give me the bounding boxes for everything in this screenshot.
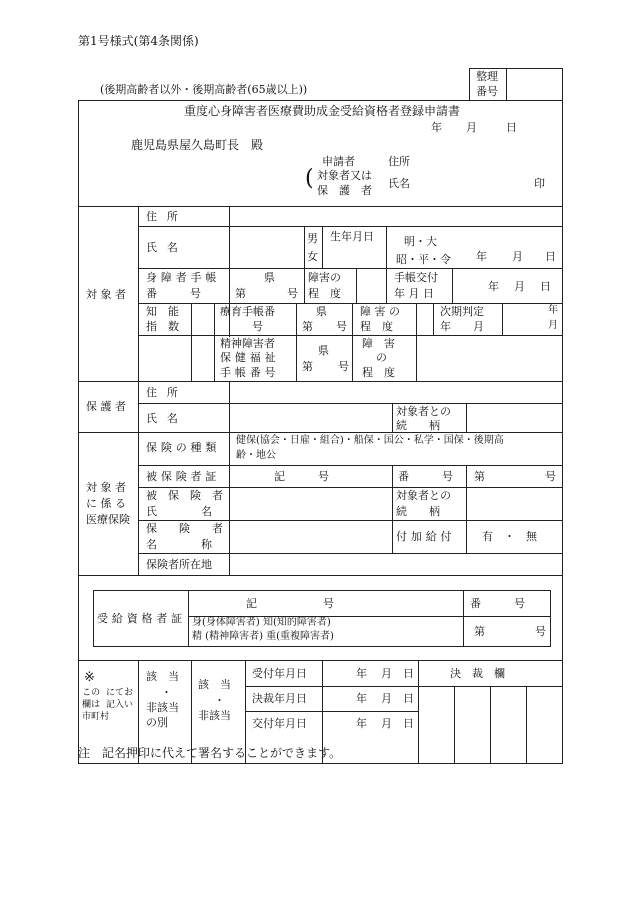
insured-name-2: 氏 名 [146, 505, 212, 518]
guardian-relationship-2: 続 柄 [396, 419, 440, 432]
bango-label: 番号 [476, 85, 498, 98]
date-month: 月 [466, 121, 477, 134]
subject-name-label: 氏名 [146, 241, 188, 254]
birth-year: 年 [476, 250, 487, 263]
shintai-pref: 県 [264, 271, 275, 284]
ryouiku-degree-1: 障 害 の [360, 305, 400, 318]
eligibility-code-2: 精 (精神障害者) 重(重複障害者) [192, 631, 334, 642]
delivered-year: 年 [356, 717, 367, 730]
insured-name-1: 被 保 険 者 [146, 489, 223, 502]
insurance-type-1: 健保(協会・日雇・組合)・船保・国公・私学・国保・後期高 [236, 435, 504, 446]
guardian-section-label: 保 護 者 [86, 400, 126, 413]
birthdate-label: 生年月日 [330, 230, 374, 243]
insurance-section-1: 対 象 者 [86, 481, 126, 494]
date-year: 年 [431, 121, 442, 134]
insurance-type-2: 齢・地公 [236, 450, 276, 461]
seishin-dai: 第 [302, 360, 313, 373]
ryouiku-degree-2: 程 度 [360, 320, 393, 333]
seishin-pref: 県 [318, 344, 329, 357]
guardian-relationship-1: 対象者との [396, 405, 451, 418]
seal-mark: 印 [534, 177, 545, 190]
birth-month: 月 [512, 250, 523, 263]
insurance-section-2: に 係 る [86, 497, 126, 510]
intelligence-1: 知 能 [146, 305, 179, 318]
applicant-name-label: 氏名 [388, 177, 410, 190]
decided-day: 日 [403, 692, 414, 705]
office-mark: ※ [84, 670, 95, 685]
applicable-4: の別 [146, 716, 168, 729]
ryouiku-1: 療育手帳番 [220, 305, 275, 318]
birth-day: 日 [545, 250, 556, 263]
shintai-notebook-label-1: 身障者手帳 [146, 271, 221, 284]
form-title: 重度心身障害者医療費助成金受給資格者登録申請書 [184, 104, 461, 118]
applicable2-1: 該 当 [198, 678, 231, 691]
insurer-name-1: 保 険 者 [146, 522, 223, 535]
shintai-gou: 号 [287, 287, 298, 300]
date-day: 日 [506, 121, 517, 134]
eligibility-label: 受給資格者証 [97, 612, 187, 625]
era-2: 昭・平・令 [396, 253, 451, 266]
applicable-2: ・ [161, 686, 172, 699]
delivered-label: 交付年月日 [252, 717, 307, 730]
applicant-address-label: 住所 [388, 155, 410, 168]
addressee: 鹿児島県屋久島町長 殿 [131, 138, 264, 152]
eligibility-bangou: 番 号 [470, 597, 525, 610]
era-1: 明・大 [404, 235, 437, 248]
delivered-month: 月 [381, 717, 392, 730]
guardian-name-label: 氏名 [146, 412, 188, 425]
seishin-2: 保健福祉 [220, 351, 280, 364]
intelligence-2: 指 数 [146, 320, 179, 333]
issue-day: 日 [540, 280, 551, 293]
applicable2-3: 非該当 [198, 709, 231, 722]
applicant-label: 申請者 [322, 155, 355, 168]
insurance-kigou: 記 号 [274, 470, 329, 483]
seishin-3: 手帳番号 [220, 366, 280, 379]
issue-year: 年 [488, 280, 499, 293]
office-note-2: 欄は [82, 700, 101, 710]
guardian-address-label: 住所 [146, 386, 188, 399]
seishin-gou: 号 [338, 360, 349, 373]
subject-section-label: 対 象 者 [86, 288, 126, 301]
received-year: 年 [356, 667, 367, 680]
applicant-sub-1: 対象者又は [317, 169, 372, 182]
issue-month: 月 [514, 280, 525, 293]
office-note-3: 市町村 [82, 712, 110, 722]
applicant-bracket: ( [305, 166, 314, 191]
seishin-degree-1: 障 害 [362, 337, 395, 350]
decided-label: 決裁年月日 [252, 692, 307, 705]
received-label: 受付年月日 [252, 667, 307, 680]
decided-year: 年 [356, 692, 367, 705]
insurance-card-label: 被保険者証 [146, 470, 221, 483]
insurance-bangou: 番 号 [398, 470, 453, 483]
issue-date-2: 年 月 日 [394, 287, 434, 300]
ryouiku-dai: 第 [302, 320, 313, 333]
subject-address-label: 住所 [146, 210, 188, 223]
received-month: 月 [381, 667, 392, 680]
ryouiku-pref: 県 [316, 305, 327, 318]
additional-benefit-label: 付加給付 [396, 530, 456, 543]
applicant-sub-2: 保 護 者 [317, 184, 372, 197]
footer-note: 注 記名押印に代えて署名することができます。 [78, 746, 342, 760]
sex-male: 男 [307, 232, 318, 245]
delivered-day: 日 [403, 717, 414, 730]
insurance-section-3: 医療保険 [86, 513, 130, 526]
seishin-1: 精神障害者 [220, 337, 275, 350]
form-number: 第1号様式(第4条関係) [78, 34, 199, 48]
next-judgment-2: 年 月 [440, 320, 484, 333]
category-label: (後期高齢者以外・後期高齢者(65歳以上)) [100, 83, 308, 96]
seiri-label: 整理 [476, 70, 498, 83]
shintai-degree-1: 障害の [308, 271, 341, 284]
eligibility-gou: 号 [535, 625, 546, 638]
seishin-degree-2: の [376, 351, 387, 364]
office-note-4: にてお [106, 688, 134, 698]
ryouiku-gou: 号 [336, 320, 347, 333]
insurance-dai: 第 [474, 470, 485, 483]
ryouiku-2: 号 [252, 320, 263, 333]
next-month: 月 [548, 320, 558, 331]
insurer-address-label: 保険者所在地 [146, 558, 212, 571]
issue-date-1: 手帳交付 [394, 271, 438, 284]
shintai-degree-2: 程 度 [308, 287, 341, 300]
insurance-relationship-1: 対象者との [396, 489, 451, 502]
insurance-gou: 号 [545, 470, 556, 483]
insurance-relationship-2: 続 柄 [396, 505, 440, 518]
next-year: 年 [548, 305, 558, 316]
insurance-type-label: 保険の種類 [146, 441, 221, 454]
received-day: 日 [403, 667, 414, 680]
office-note-1: この [82, 688, 101, 698]
eligibility-kigou: 記 号 [246, 597, 334, 610]
decided-month: 月 [381, 692, 392, 705]
applicable-1: 該 当 [146, 670, 179, 683]
shintai-notebook-label-2: 番 号 [146, 287, 201, 300]
sex-female: 女 [307, 250, 318, 263]
office-note-5: 記入い [106, 700, 134, 710]
applicable2-2: ・ [214, 694, 225, 707]
next-judgment-1: 次期判定 [440, 305, 484, 318]
eligibility-code-1: 身(身体障害者) 知(知的障害者) [192, 617, 331, 628]
decision-column-label: 決 裁 欄 [450, 667, 505, 680]
applicable-3: 非該当 [146, 701, 179, 714]
seishin-degree-3: 程 度 [362, 366, 395, 379]
shintai-dai: 第 [235, 287, 246, 300]
benefit-options: 有 ・ 無 [482, 530, 537, 543]
insurer-name-2: 名 称 [146, 538, 212, 551]
eligibility-dai: 第 [474, 625, 485, 638]
